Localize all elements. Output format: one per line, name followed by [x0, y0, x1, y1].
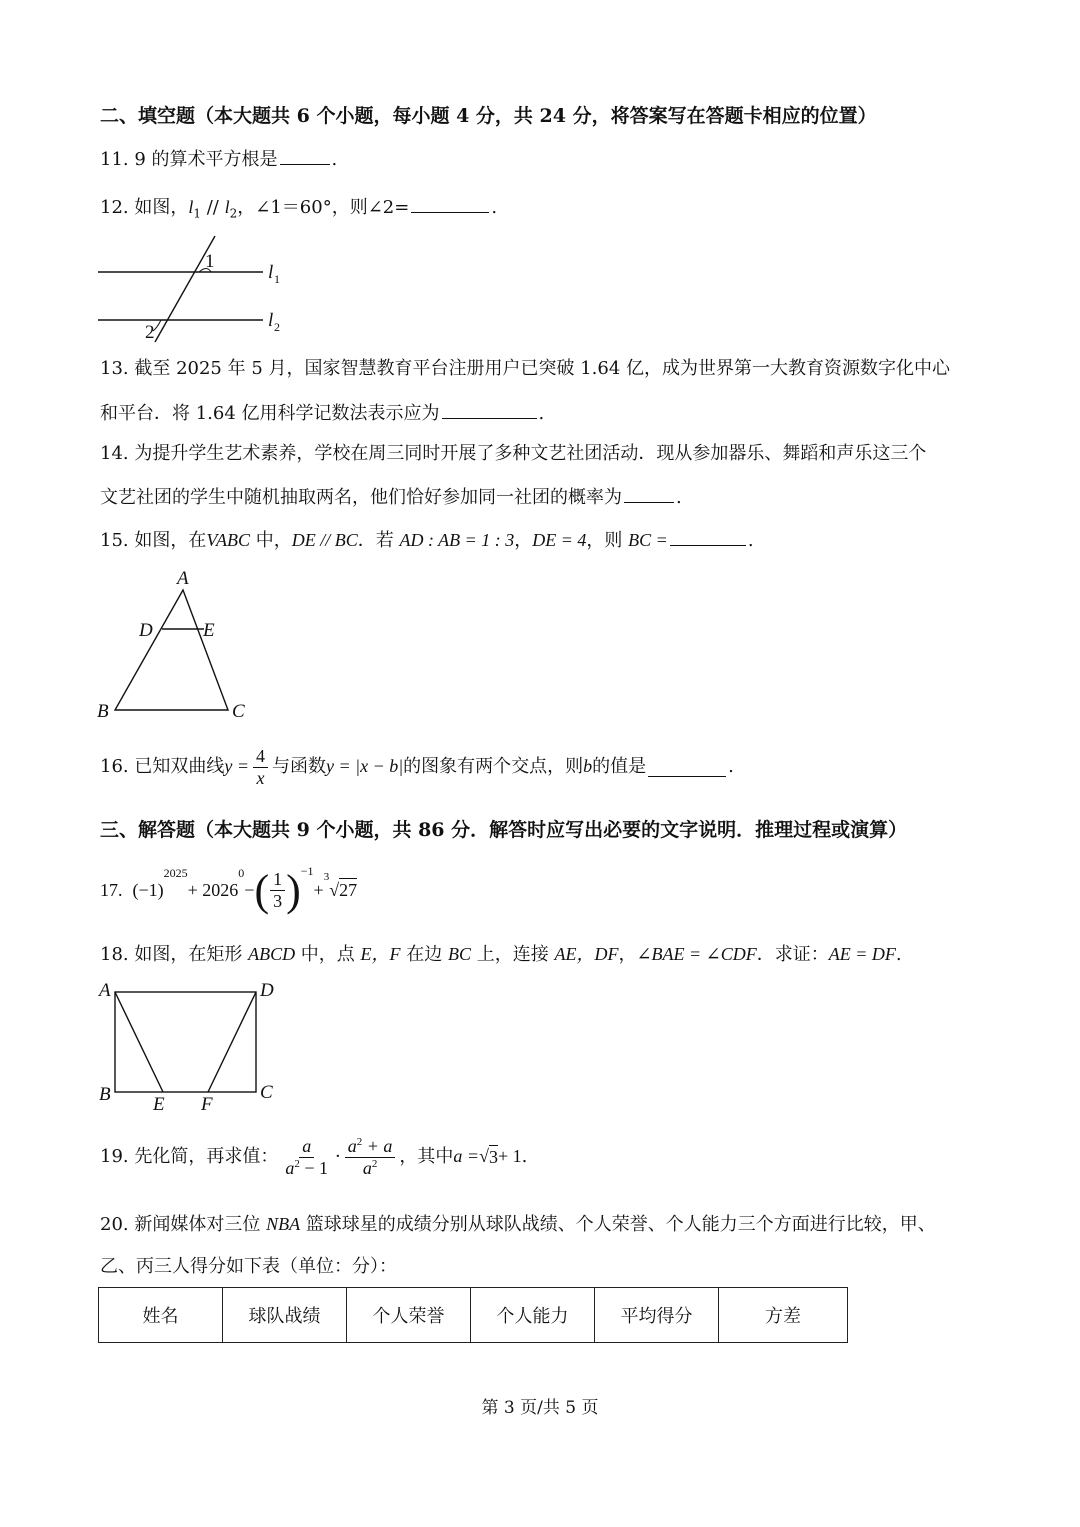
q17-radical-icon: √ [329, 879, 340, 900]
q16-answer-blank [648, 758, 726, 777]
q12-line2-label: l [268, 310, 274, 331]
table-header-row [99, 1288, 848, 1343]
q17-fraction [270, 869, 285, 911]
q19-end: . [521, 1146, 528, 1168]
q20-line1-a: 20. 新闻媒体对三位 [100, 1214, 267, 1235]
q19-f1-den-rest: − 1 [299, 1157, 329, 1178]
q19-value-a: a = [453, 1146, 480, 1167]
q18-abcd: ABCD [248, 944, 296, 964]
q15-prefix: 15. 如图，在 [100, 530, 207, 551]
q17-plus1: + 2026 [187, 879, 239, 900]
q18-angles: ∠BAE = ∠CDF [636, 944, 757, 964]
q17-exp3: −1 [300, 864, 314, 878]
q12-l2-sub: 2 [229, 206, 238, 221]
q13-answer-blank [442, 400, 537, 419]
q19-f2-num-a: a [347, 1136, 357, 1156]
q19-f2-den-a: a [362, 1157, 372, 1178]
q18-label-E: E [153, 1094, 165, 1115]
q18-text-e: ， [618, 944, 637, 965]
question-16 [100, 746, 734, 788]
q15-label-D: D [139, 620, 153, 641]
question-12 [100, 194, 497, 222]
q12-line1-label: l [268, 262, 274, 283]
q20-line1-b: 篮球球星的成绩分别从球队战绩、个人荣誉、个人能力三个方面进行比较，甲、 [300, 1214, 936, 1235]
q12-prefix: 12. 如图， [100, 197, 189, 218]
q16-mid: 与函数 [272, 756, 326, 778]
question-18 [100, 943, 902, 966]
q18-text-d: 上，连接 [471, 944, 555, 965]
q19-dot: · [335, 1146, 341, 1168]
page-footer: 第 3 页/共 5 页 [481, 1398, 599, 1418]
q18-bc: BC [447, 944, 471, 964]
q15-triangle-figure [95, 565, 265, 725]
q15-ratio: AD : AB = 1 : 3 [399, 530, 515, 550]
q15-ask-pre: ，则 [586, 530, 629, 551]
q17-right-paren: ) [286, 866, 301, 915]
table-header-cell: 个人能力 [471, 1288, 595, 1343]
q11-answer-blank [280, 146, 330, 165]
q18-label-B: B [99, 1084, 111, 1105]
q16-denominator: x [256, 767, 265, 788]
question-17 [100, 862, 357, 919]
question-15 [100, 527, 754, 552]
q19-f1-num: a [299, 1136, 314, 1158]
q12-l1-sub: 1 [193, 206, 202, 221]
q19-f2-num-rest: + a [362, 1136, 393, 1156]
question-13-line2 [100, 400, 544, 425]
q17-radicand: 27 [339, 878, 357, 902]
question-20-line2: 乙、丙三人得分如下表（单位：分）： [100, 1256, 397, 1277]
q13-line2-text: 和平台．将 1.64 亿用科学记数法表示应为 [100, 403, 440, 424]
q12-answer-blank [411, 194, 489, 213]
q18-text-a: 18. 如图，在矩形 [100, 944, 249, 965]
q17-base1: (−1) [132, 879, 164, 900]
q16-numerator: 4 [253, 746, 268, 768]
q17-exp1: 2025 [163, 866, 188, 880]
q14-answer-blank [624, 484, 674, 503]
q18-label-D: D [260, 980, 274, 1001]
q17-left-paren: ( [254, 866, 270, 915]
q12-l2: l [224, 197, 230, 217]
q17-plus2: + [313, 879, 324, 900]
q15-parallel: DE // BC [291, 530, 358, 550]
q16-fraction [253, 746, 268, 788]
q18-text-b: 中，点 [295, 944, 361, 965]
q12-angle2-label: 2 [145, 322, 155, 343]
q16-b: b [583, 756, 593, 777]
q15-sep: ， [514, 530, 533, 551]
q17-root-index: 3 [323, 871, 330, 883]
q17-number: 17. [100, 879, 123, 900]
q16-y2: y = |x − b| [326, 756, 404, 777]
table-header-cell: 平均得分 [595, 1288, 719, 1343]
q13-end: . [538, 403, 545, 424]
q11-end: . [331, 149, 338, 170]
q18-ef: E，F [360, 944, 401, 964]
q15-ratio-pre: ．若 [357, 530, 400, 551]
q17-fraction-num: 1 [270, 869, 285, 891]
q18-label-C: C [260, 1082, 273, 1103]
question-11 [100, 146, 337, 171]
q16-prefix: 16. 已知双曲线 [100, 756, 225, 778]
q19-radical-icon: √ [479, 1146, 489, 1167]
q18-label-A: A [99, 980, 111, 1001]
q16-end: . [728, 756, 734, 778]
q20-nba: NBA [266, 1214, 301, 1234]
question-19 [100, 1136, 527, 1178]
table-header-cell: 球队战绩 [223, 1288, 347, 1343]
q12-end: . [491, 197, 498, 218]
q19-mid: ，其中 [399, 1146, 454, 1168]
q18-text-c: 在边 [400, 944, 448, 965]
q18-label-F: F [201, 1094, 213, 1115]
table-header-cell: 姓名 [99, 1288, 223, 1343]
q19-fraction2 [345, 1136, 396, 1178]
q12-parallel-lines-figure [95, 230, 295, 345]
q15-de: DE = 4 [532, 530, 587, 550]
q14-end: . [676, 487, 682, 508]
table-header-cell: 个人荣誉 [347, 1288, 471, 1343]
question-14-line2 [100, 484, 682, 509]
q16-rest: 的图象有两个交点，则 [403, 756, 584, 778]
q12-parallel: // [201, 197, 225, 218]
q15-label-A: A [177, 568, 189, 589]
q12-condition: ，∠1＝60°，则∠2= [237, 197, 410, 218]
q16-y1: y = [224, 756, 249, 777]
section2-heading: 二、填空题（本大题共 6 个小题，每小题 4 分，共 24 分，将答案写在答题卡相应的位置） [100, 105, 877, 127]
question-14-line1: 14. 为提升学生艺术素养，学校在周三同时开展了多种文艺社团活动．现从参加器乐、舞蹈和声乐这三个 [100, 443, 927, 464]
q12-line1-sub: 1 [274, 272, 280, 286]
q14-line2-text: 文艺社团的学生中随机抽取两名，他们恰好参加同一社团的概率为 [100, 487, 622, 508]
question-20-line1 [100, 1213, 936, 1236]
q15-triangle: VABC [206, 530, 251, 550]
q18-text-f: ．求证： [756, 944, 829, 965]
q16-rest2: 的值是 [592, 756, 647, 778]
q18-aedf: AE，DF [554, 944, 619, 964]
q17-fraction-den: 3 [273, 891, 283, 912]
q12-l1: l [188, 197, 194, 217]
q15-end: . [747, 530, 754, 551]
q19-f1-den-exp: 2 [294, 1157, 300, 1170]
q19-prefix: 19. 先化简，再求值： [100, 1146, 279, 1168]
q18-rectangle-figure [95, 978, 290, 1118]
q15-ask: BC = [628, 530, 668, 550]
q15-mid: 中， [250, 530, 292, 551]
q11-text: 11. 9 的算术平方根是 [100, 149, 278, 170]
q18-goal: AE = DF [828, 944, 896, 964]
q15-label-C: C [232, 701, 245, 722]
q15-answer-blank [670, 527, 746, 546]
q19-value-rest: + 1 [497, 1146, 522, 1167]
q12-line2-sub: 2 [274, 320, 280, 334]
q12-angle1-label: 1 [205, 251, 215, 272]
q19-radicand: 3 [489, 1145, 498, 1169]
q15-label-E: E [203, 620, 215, 641]
q19-fraction1 [282, 1136, 331, 1178]
q18-end: . [895, 944, 902, 965]
section3-heading: 三、解答题（本大题共 9 个小题，共 86 分．解答时应写出必要的文字说明．推理过程或演算） [100, 819, 908, 841]
question-13-line1: 13. 截至 2025 年 5 月，国家智慧教育平台注册用户已突破 1.64 亿，成为世界第一大教育资源数字化中心 [100, 358, 951, 379]
q19-f2-den-exp: 2 [371, 1157, 378, 1170]
q20-score-table [98, 1287, 848, 1343]
q19-f1-den-a: a [285, 1157, 295, 1178]
q15-label-B: B [97, 701, 109, 722]
table-header-cell: 方差 [719, 1288, 848, 1343]
q17-exp2: 0 [238, 866, 245, 880]
q17-minus: − [244, 879, 255, 900]
q19-f2-num-exp: 2 [356, 1136, 363, 1148]
